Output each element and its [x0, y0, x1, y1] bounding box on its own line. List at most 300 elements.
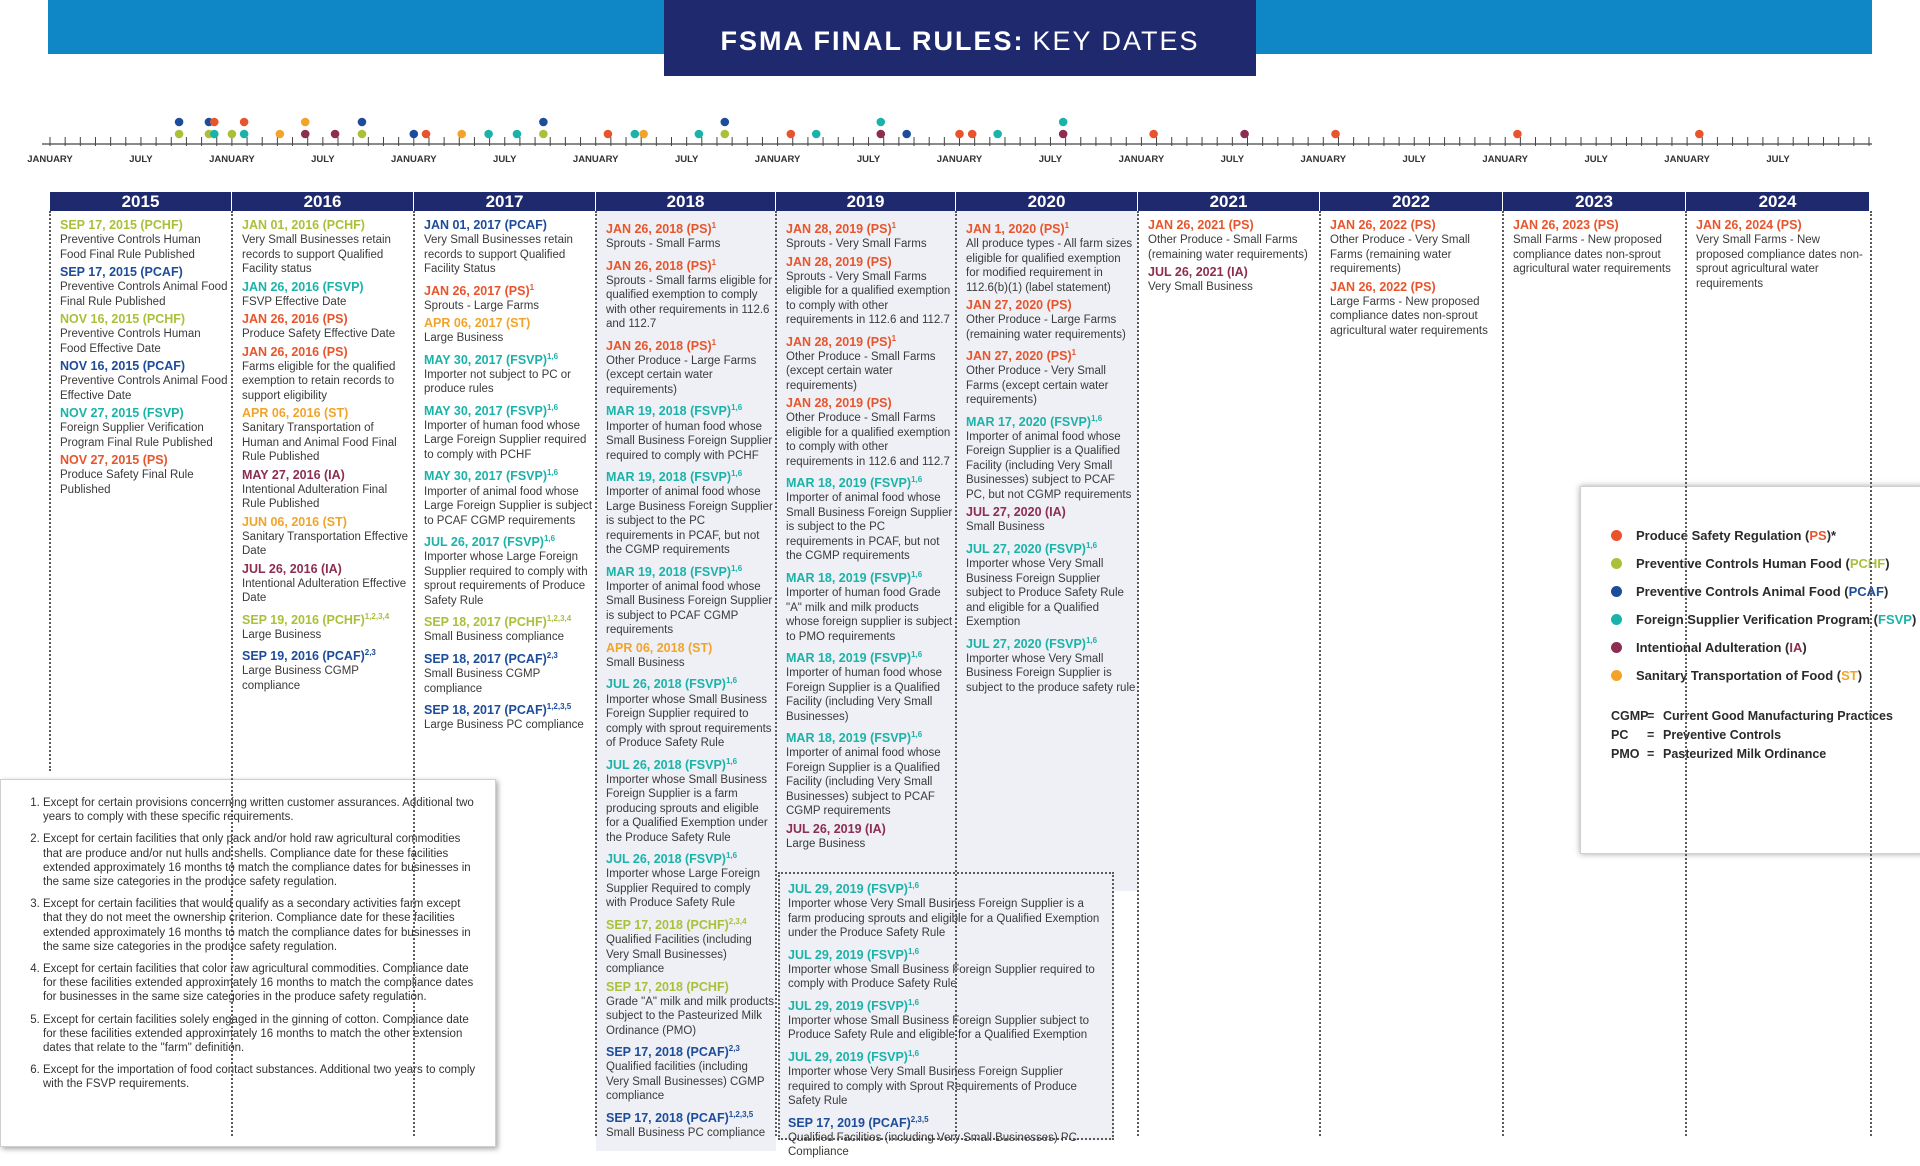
- footnote-ref: 1: [711, 257, 717, 267]
- timeline-tick-label: JULY: [1766, 154, 1790, 165]
- footnote-6: 6. Except for the importation of food contact substances. Additional two years to comply with the FSVP requirements.: [43, 1063, 481, 1091]
- milestone-date: JUL 26, 2017 (FSVP)$^{1,6}$: [424, 534, 556, 550]
- milestone-description: Preventive Controls Human Food Effective Date: [60, 328, 201, 355]
- milestone-category: (FSVP): [870, 476, 912, 491]
- milestone-category: (PS): [1776, 218, 1802, 232]
- column-divider: [413, 211, 415, 1136]
- footnote-ref: 1,2,3,4: [364, 611, 390, 621]
- milestone-date: MAR 19, 2018 (FSVP)$^{1,6}$: [606, 563, 743, 579]
- year-header: 2022: [1320, 192, 1503, 211]
- timeline-tick-label: JULY: [1220, 154, 1245, 165]
- timeline-tick-label: JANUARY: [391, 154, 437, 165]
- footnote-ref: 1,6: [911, 569, 923, 579]
- milestone-description: Small Farms - New proposed compliance dates non-sprout agricultural water requirements: [1513, 234, 1671, 275]
- milestone-entry: [788, 878, 1108, 941]
- milestone-description: Importer whose Very Small Business Foreign Supplier is subject to the produce safety rule: [966, 652, 1136, 694]
- timeline-dot-pcaf: [720, 118, 729, 127]
- footnote-ref: 1: [1071, 348, 1077, 358]
- milestone-description: Importer whose Very Small Business Foreign Supplier is a farm producing sprouts and eligible for a Qualified Exemption under the Produce Safety Rule: [788, 898, 1100, 940]
- milestone-category: (PS): [1410, 218, 1436, 232]
- milestone-category: (IA): [324, 467, 345, 482]
- milestone-description: Sprouts - Large Farms: [424, 299, 540, 312]
- milestone-category: (FSVP): [142, 406, 184, 420]
- year-header: 2024: [1686, 192, 1870, 211]
- timeline-tick-label: JANUARY: [936, 154, 983, 165]
- title-bold: FSMA FINAL RULES:: [720, 25, 1025, 56]
- milestone-date: JAN 26, 2024 (PS): [1696, 218, 1802, 232]
- milestone-description: Sanitary Transportation Effective Date: [242, 530, 408, 557]
- milestone-description: Other Produce - Small Farms eligible for a qualified exemption to comply with other requirements in 112.6 and 112.7: [786, 412, 951, 468]
- milestone-date: MAR 17, 2020 (FSVP)$^{1,6}$: [966, 413, 1103, 429]
- footnote-ref: 1,6: [725, 851, 738, 861]
- column-divider: [1137, 211, 1139, 1136]
- milestone-date: MAY 30, 2017 (FSVP)$^{1,6}$: [424, 468, 559, 484]
- milestone-date: MAY 30, 2017 (FSVP)$^{1,6}$: [424, 402, 559, 418]
- milestone-category: (PCAF): [142, 359, 186, 373]
- milestone-entry: [1696, 218, 1868, 291]
- milestone-category: (PS): [1593, 218, 1619, 232]
- milestone-category: (PS): [1046, 298, 1072, 313]
- timeline-dot-ia: [301, 130, 310, 139]
- milestone-description: Importer of animal food whose Foreign Supplier is a Qualified Facility (including Very Small Businesses) subject to PCAF PC, but not CGMP requirements: [966, 430, 1132, 501]
- milestone-category: (FSVP): [870, 651, 912, 666]
- timeline-dot-st: [301, 118, 310, 127]
- milestone-category: (PS): [322, 312, 348, 326]
- milestone-date: MAY 27, 2016 (IA): [242, 467, 345, 482]
- milestone-description: Large Business: [424, 332, 504, 345]
- milestone-entry: [242, 645, 412, 693]
- milestone-date: JAN 26, 2018 (PS)$^1$: [606, 257, 717, 273]
- year-column-2018: [596, 192, 776, 1151]
- milestone-entry: [242, 218, 412, 277]
- legend-label: Produce Safety Regulation (PS)*: [1636, 527, 1837, 543]
- milestone-description: Qualified Facilities (including Very Small Businesses) compliance: [606, 934, 752, 976]
- milestone-date: JUL 29, 2019 (FSVP)$^{1,6}$: [788, 1048, 920, 1065]
- year-header: 2021: [1138, 192, 1320, 211]
- timeline-tick-label: JULY: [311, 154, 335, 165]
- milestone-description: Very Small Businesses retain records to support Qualified Facility status: [242, 234, 391, 275]
- milestone-category: (IA): [865, 821, 886, 836]
- timeline-dot-pchf: [720, 130, 729, 139]
- milestone-entry: [606, 466, 774, 558]
- milestone-category: (FSVP): [867, 1050, 908, 1065]
- timeline-dot-ps: [955, 130, 964, 139]
- timeline-dot-pcaf: [358, 118, 367, 127]
- milestone-entry: [786, 727, 954, 819]
- milestone-description: Produce Safety Effective Date: [242, 328, 396, 340]
- milestone-category: (PS): [504, 283, 530, 298]
- milestone-date: JAN 01, 2017 (PCAF): [424, 218, 547, 232]
- timeline-dot-pcaf: [175, 118, 184, 127]
- milestone-description: Large Business: [242, 628, 322, 641]
- milestone-description: Sprouts - Very Small Farms: [786, 238, 927, 251]
- milestone-entry: [606, 848, 774, 911]
- legend-dot-icon: [1611, 558, 1622, 569]
- milestone-category: (FSVP): [870, 571, 912, 586]
- timeline-dot-fsvp: [484, 130, 493, 139]
- timeline-dot-pchf: [228, 130, 237, 139]
- footnote-ref: 1,6: [731, 403, 743, 413]
- milestone-description: Qualified Facilities (including Very Small Businesses) PC Compliance: [788, 1131, 1077, 1159]
- footnote-ref: 1,2,3,5: [546, 702, 572, 712]
- milestone-description: Produce Safety Final Rule Published: [60, 469, 194, 496]
- column-divider: [595, 211, 597, 1136]
- milestone-category: (IA): [1045, 505, 1066, 520]
- timeline-dot-fsvp: [695, 130, 704, 139]
- milestone-description: Small Business: [966, 521, 1045, 534]
- milestone-entry: [788, 944, 1108, 992]
- footnote-ref: 2,3: [728, 1044, 740, 1054]
- milestone-date: SEP 17, 2015 (PCAF): [60, 265, 183, 279]
- milestone-category: (ST): [324, 406, 349, 420]
- timeline-dot-ps: [787, 130, 796, 139]
- year-entries: [596, 211, 776, 1151]
- legend-dot-icon: [1611, 670, 1622, 681]
- footnote-ref: 1: [711, 221, 717, 230]
- milestone-category: (IA): [321, 561, 342, 576]
- milestone-category: (PCHF): [686, 918, 729, 933]
- footnote-ref: 1: [1064, 221, 1070, 230]
- milestone-description: Very Small Farms - New proposed compliance dates non-sprout agricultural water requirements: [1696, 234, 1863, 290]
- timeline-dot-fsvp: [210, 130, 219, 139]
- timeline-dot-ps: [1149, 130, 1158, 139]
- milestone-date: NOV 27, 2015 (PS): [60, 453, 168, 467]
- page-title: [664, 0, 1256, 76]
- milestone-date: JUL 26, 2018 (FSVP)$^{1,6}$: [606, 756, 738, 772]
- timeline-dot-ps: [604, 130, 613, 139]
- milestone-entry: [60, 218, 230, 262]
- milestone-entry: [606, 673, 774, 750]
- footnote-ref: 1,6: [731, 469, 743, 479]
- milestone-description: Other Produce - Large Farms (remaining water requirements): [966, 314, 1126, 341]
- milestone-description: Importer of animal food whose Small Business Foreign Supplier is subject to PCAF CGMP requirements: [606, 580, 773, 637]
- milestone-description: Importer whose Very Small Business Foreign Supplier required to comply with Sprout Requirements of Produce Safety Rule: [788, 1066, 1077, 1108]
- milestone-entry: [60, 406, 230, 450]
- abbreviation-pc: PC = Preventive Controls: [1611, 728, 1782, 742]
- footnote-3: 3. Except for certain facilities that would qualify as a secondary activities farm except that they do not meet the ownership criterion. Compliance date for these facilities extended approximately 16 months to match the compliance dates for businesses in the same size categories in the produce safety regulation.: [43, 897, 481, 954]
- milestone-date: SEP 17, 2018 (PCAF)$^{1,2,3,5}$: [606, 1109, 754, 1125]
- abbreviations: [1611, 707, 1920, 764]
- timeline-tick-label: JULY: [674, 154, 699, 165]
- milestone-description: Very Small Businesses retain records to support Qualified Facility Status: [424, 234, 573, 275]
- milestone-date: JAN 26, 2016 (PS): [242, 312, 348, 326]
- milestone-category: (FSVP): [685, 677, 726, 692]
- timeline-dot-ps: [210, 118, 219, 127]
- footnote-ref: 1: [891, 333, 897, 343]
- year-header: 2023: [1503, 192, 1686, 211]
- year-header: 2017: [414, 192, 596, 211]
- abbreviation-pmo: PMO = Pasteurized Milk Ordinance: [1611, 747, 1827, 761]
- milestone-entry: [606, 335, 774, 398]
- milestone-entry: [606, 1041, 774, 1104]
- year-entries: [776, 211, 956, 883]
- milestone-description: Importer not subject to PC or produce rules: [424, 368, 572, 396]
- milestone-category: (PS): [1039, 222, 1065, 237]
- timeline-tick-label: JANUARY: [209, 154, 255, 165]
- timeline-dot-ps: [1331, 130, 1340, 139]
- year-entries: [956, 211, 1138, 891]
- legend-items: [1611, 521, 1920, 689]
- footnote-ref: 1,6: [911, 730, 923, 740]
- legend-item-pchf: [1611, 549, 1920, 577]
- milestone-description: Sanitary Transportation of Human and Animal Food Final Rule Published: [242, 422, 397, 463]
- year-header: 2015: [50, 192, 232, 211]
- milestone-entry: [966, 218, 1136, 295]
- milestone-entry: [966, 298, 1136, 342]
- milestone-date: APR 06, 2017 (ST): [424, 316, 531, 331]
- milestone-date: JUL 29, 2019 (FSVP)$^{1,6}$: [788, 881, 920, 897]
- year-header: 2020: [956, 192, 1138, 211]
- footnote-ref: 1,6: [547, 351, 559, 361]
- milestone-entry: [424, 316, 594, 346]
- timeline-dot-ia: [331, 130, 340, 139]
- timeline-dot-fsvp: [1059, 118, 1068, 127]
- milestone-date: JAN 28, 2019 (PS): [786, 254, 892, 269]
- year-entries: [1138, 211, 1320, 1151]
- milestone-entry: [966, 538, 1136, 630]
- legend-label: Sanitary Transportation of Food (ST): [1636, 667, 1863, 683]
- milestone-entry: [1330, 280, 1501, 339]
- footnote-ref: 2,3,4: [728, 916, 747, 926]
- footnote-2: 2. Except for certain facilities that only pack and/or hold raw agricultural commodities that are produce and/or nut hulls and shells. Compliance date for these facilities extended approximately 16 months to match the compliance dates for businesses in the same size categories in the produce safety regulation.: [43, 832, 481, 889]
- milestone-category: (PCAF): [504, 703, 547, 718]
- footnote-ref: 1,6: [725, 756, 738, 766]
- milestone-description: Small Business compliance: [424, 631, 564, 644]
- milestone-date: NOV 16, 2015 (PCAF): [60, 359, 186, 373]
- milestone-entry: [242, 562, 412, 606]
- timeline-tick-label: JANUARY: [1118, 154, 1165, 165]
- milestone-entry: [424, 648, 594, 696]
- timeline-dot-st: [276, 130, 285, 139]
- column-divider: [1319, 211, 1321, 1136]
- footnote-ref: 1,6: [907, 997, 920, 1007]
- timeline-dot-ia: [1240, 130, 1249, 139]
- footnote-ref: 1: [711, 337, 717, 347]
- footnote-ref: 1: [891, 221, 897, 230]
- milestone-date: APR 06, 2016 (ST): [242, 406, 349, 420]
- footnote-ref: 1,6: [725, 676, 738, 686]
- milestone-date: JUL 29, 2019 (FSVP)$^{1,6}$: [788, 946, 920, 962]
- milestone-category: (FSVP): [867, 998, 908, 1013]
- milestone-date: SEP 19, 2016 (PCAF)$^{2,3}$: [242, 648, 376, 664]
- timeline-dot-fsvp: [993, 130, 1002, 139]
- legend-label: Intentional Adulteration (IA): [1636, 639, 1807, 655]
- timeline-tick-label: JULY: [1402, 154, 1426, 165]
- legend-dot-icon: [1611, 530, 1622, 541]
- milestone-date: SEP 18, 2017 (PCAF)$^{2,3}$: [424, 650, 558, 667]
- legend-dot-icon: [1611, 614, 1622, 625]
- milestone-category: (PS): [1228, 218, 1254, 232]
- milestone-description: Other Produce - Very Small Farms (except certain water requirements): [966, 365, 1109, 407]
- year-column-2022: [1320, 192, 1503, 1151]
- milestone-date: JAN 26, 2016 (FSVP): [242, 279, 364, 294]
- milestone-category: (ST): [688, 640, 713, 655]
- milestone-category: (PCAF): [868, 1115, 911, 1130]
- milestone-description: Sprouts - Small farms eligible for qualified exemption to comply with other requirements in 112.6 and 112.7: [606, 274, 773, 331]
- milestone-category: (PCAF): [686, 1110, 729, 1125]
- timeline-dot-ia: [876, 130, 885, 139]
- milestone-description: Importer whose Large Foreign Supplier Required to comply with Produce Safety Rule: [606, 868, 761, 910]
- timeline: [0, 76, 1920, 172]
- timeline-dot-pchf: [175, 130, 184, 139]
- milestone-date: MAR 18, 2019 (FSVP)$^{1,6}$: [786, 475, 923, 491]
- milestone-date: JUL 27, 2020 (FSVP)$^{1,6}$: [966, 540, 1098, 557]
- milestone-date: MAR 19, 2018 (FSVP)$^{1,6}$: [606, 469, 743, 485]
- year-entries: [1320, 211, 1503, 1151]
- milestone-entry: [606, 914, 774, 977]
- milestone-date: SEP 18, 2017 (PCHF)$^{1,2,3,4}$: [424, 614, 572, 630]
- milestone-description: Importer of animal food whose Small Business Foreign Supplier is subject to the PC requirements in PCAF, but not the CGMP requirements: [786, 492, 953, 563]
- timeline-tick-label: JANUARY: [754, 154, 801, 165]
- milestone-date: SEP 17, 2018 (PCHF): [606, 979, 729, 994]
- milestone-category: (PS): [866, 396, 892, 411]
- milestone-entry: [242, 468, 412, 512]
- timeline-dot-st: [639, 130, 648, 139]
- milestone-date: MAY 30, 2017 (FSVP)$^{1,6}$: [424, 351, 559, 367]
- milestone-category: (PCHF): [142, 312, 186, 326]
- milestone-entry: [786, 822, 954, 852]
- milestone-date: JAN 26, 2017 (PS)$^1$: [424, 282, 535, 298]
- footnote-ref: 1,6: [731, 563, 743, 573]
- milestone-entry: [786, 647, 954, 724]
- timeline-tick-label: JULY: [1584, 154, 1608, 165]
- milestone-entry: [424, 611, 594, 645]
- milestone-entry: [60, 265, 230, 309]
- milestone-entry: [242, 280, 412, 310]
- timeline-dot-ps: [1513, 130, 1522, 139]
- milestone-description: Sprouts - Small Farms: [606, 238, 721, 251]
- milestone-category: (PS): [866, 254, 892, 269]
- milestone-category: (FSVP): [685, 757, 726, 772]
- milestone-category: (PS): [866, 222, 892, 237]
- column-divider: [1502, 211, 1504, 1136]
- milestone-date: JAN 01, 2016 (PCHF): [242, 218, 365, 232]
- milestone-description: Other Produce - Small Farms (remaining water requirements): [1148, 234, 1308, 261]
- milestone-category: (PCHF): [140, 218, 183, 232]
- timeline-dot-pchf: [539, 130, 548, 139]
- milestone-category: (PCHF): [322, 218, 365, 232]
- footnote-ref: 1,6: [543, 534, 556, 544]
- milestone-category: (FSVP): [867, 947, 908, 962]
- milestone-entry: [424, 218, 594, 277]
- milestone-date: SEP 17, 2019 (PCAF)$^{2,3,5}$: [788, 1114, 929, 1130]
- milestone-entry: [424, 280, 594, 314]
- milestone-description: Importer of human food whose Small Business Foreign Supplier required to comply with PCHF: [606, 420, 773, 462]
- milestone-description: Importer whose Small Business Foreign Supplier is a farm producing sprouts and eligible for a Qualified Exemption under the Produce Safety Rule: [606, 773, 768, 844]
- footnote-ref: 1,2,3,5: [728, 1109, 754, 1119]
- footnote-1: 1. Except for certain provisions concerning written customer assurances. Additional two years to comply with these specific requirements.: [43, 796, 481, 824]
- timeline-tick-label: JANUARY: [27, 154, 73, 165]
- footnote-4: 4. Except for certain facilities that color raw agricultural commodities. Compliance date for these facilities extended approximately 16 months to match the compliance dates for businesses in the same size categories in the produce safety regulation.: [43, 962, 481, 1005]
- timeline-tick-label: JULY: [493, 154, 517, 165]
- milestone-description: Small Business PC compliance: [606, 1126, 766, 1139]
- timeline-dot-fsvp: [812, 130, 821, 139]
- legend-label: Foreign Supplier Verification Program (FSVP): [1636, 611, 1917, 627]
- milestone-date: MAR 19, 2018 (FSVP)$^{1,6}$: [606, 403, 743, 419]
- milestone-description: Preventive Controls Animal Food Effective Date: [60, 375, 228, 402]
- milestone-category: (FSVP): [506, 469, 547, 484]
- milestone-category: (FSVP): [685, 852, 726, 867]
- milestone-date: JUL 26, 2021 (IA): [1148, 265, 1248, 279]
- timeline-dot-fsvp: [876, 118, 885, 127]
- footnote-ref: 1,6: [1085, 540, 1098, 550]
- footnotes-panel: [0, 779, 496, 1147]
- milestone-entry: [786, 472, 954, 564]
- milestone-entry: [966, 411, 1136, 503]
- milestone-category: (ST): [322, 514, 347, 529]
- milestone-category: (PS): [686, 258, 712, 273]
- milestone-category: (FSVP): [690, 404, 732, 419]
- milestone-category: (PS): [686, 338, 712, 353]
- milestone-entry: [786, 396, 954, 469]
- milestone-description: Large Business CGMP compliance: [242, 665, 359, 692]
- milestone-date: JUL 27, 2020 (FSVP)$^{1,6}$: [966, 635, 1098, 651]
- milestone-category: (PCAF): [504, 652, 547, 667]
- milestone-date: JAN 27, 2020 (PS): [966, 298, 1072, 313]
- timeline-dot-ia: [1059, 130, 1068, 139]
- footnote-ref: 1,6: [1085, 635, 1098, 645]
- timeline-dot-fsvp: [240, 130, 249, 139]
- milestone-date: SEP 17, 2018 (PCHF)$^{2,3,4}$: [606, 916, 747, 933]
- milestone-category: (PCHF): [504, 615, 547, 630]
- milestone-category: (PCAF): [504, 218, 547, 232]
- milestone-entry: [60, 359, 230, 403]
- milestone-description: All produce types - All farm sizes eligible for qualified exemption for modified requirement in 112.6(b)(1) (label statement): [966, 238, 1133, 294]
- year-header: 2016: [232, 192, 414, 211]
- timeline-dot-pchf: [358, 130, 367, 139]
- milestone-entry: [1148, 265, 1318, 295]
- timeline-dot-ps: [1695, 130, 1704, 139]
- milestone-date: MAR 18, 2019 (FSVP)$^{1,6}$: [786, 569, 923, 586]
- milestone-entry: [424, 465, 594, 528]
- footnote-5: 5. Except for certain facilities solely engaged in the ginning of cotton. Compliance date for these facilities extended approximately 16 months to match the other extension dates that relate to the "farm" definition.: [43, 1013, 481, 1056]
- timeline-tick-label: JANUARY: [1482, 154, 1528, 165]
- milestone-date: JAN 26, 2018 (PS)$^1$: [606, 221, 717, 237]
- milestone-description: Qualified facilities (including Very Small Businesses) CGMP compliance: [606, 1061, 765, 1103]
- milestone-category: (PCAF): [322, 649, 365, 664]
- milestone-entry: [966, 345, 1136, 408]
- milestone-entry: [60, 312, 230, 356]
- legend-dot-icon: [1611, 586, 1622, 597]
- legend-panel: [1580, 486, 1920, 854]
- milestone-date: JUL 26, 2018 (FSVP)$^{1,6}$: [606, 851, 738, 867]
- milestone-entry: [424, 400, 594, 463]
- milestone-date: JAN 28, 2019 (PS): [786, 396, 892, 411]
- legend-item-ps: [1611, 521, 1920, 549]
- column-divider: [1870, 211, 1872, 1136]
- milestone-date: JAN 26, 2016 (PS): [242, 344, 348, 359]
- footnote-ref: 1,6: [907, 1048, 920, 1058]
- milestone-entry: [606, 754, 774, 846]
- milestone-category: (PS): [142, 453, 168, 467]
- footnote-ref: 1,6: [907, 946, 920, 956]
- milestone-category: (FSVP): [1045, 542, 1086, 557]
- milestone-description: Importer of human food whose Large Foreign Supplier required to comply with PCHF: [424, 419, 587, 461]
- year-header: 2019: [776, 192, 956, 211]
- milestone-entry: [786, 218, 954, 252]
- milestone-date: JAN 26, 2023 (PS): [1513, 218, 1619, 232]
- milestone-description: Importer of animal food whose Large Business Foreign Supplier is subject to the PC requirements in PCAF, but not the CGMP requirements: [606, 486, 773, 557]
- milestone-entry: [424, 349, 594, 397]
- milestone-entry: [788, 995, 1108, 1043]
- milestone-entry: [786, 567, 954, 644]
- legend-label: Preventive Controls Animal Food (PCAF): [1636, 583, 1889, 599]
- milestone-category: (PCHF): [686, 979, 729, 994]
- milestone-description: Farms eligible for the qualified exemption to retain records to support eligibility: [242, 360, 396, 402]
- milestone-entry: [424, 699, 594, 733]
- milestone-description: Foreign Supplier Verification Program Final Rule Published: [60, 422, 213, 449]
- milestone-category: (IA): [1227, 265, 1248, 279]
